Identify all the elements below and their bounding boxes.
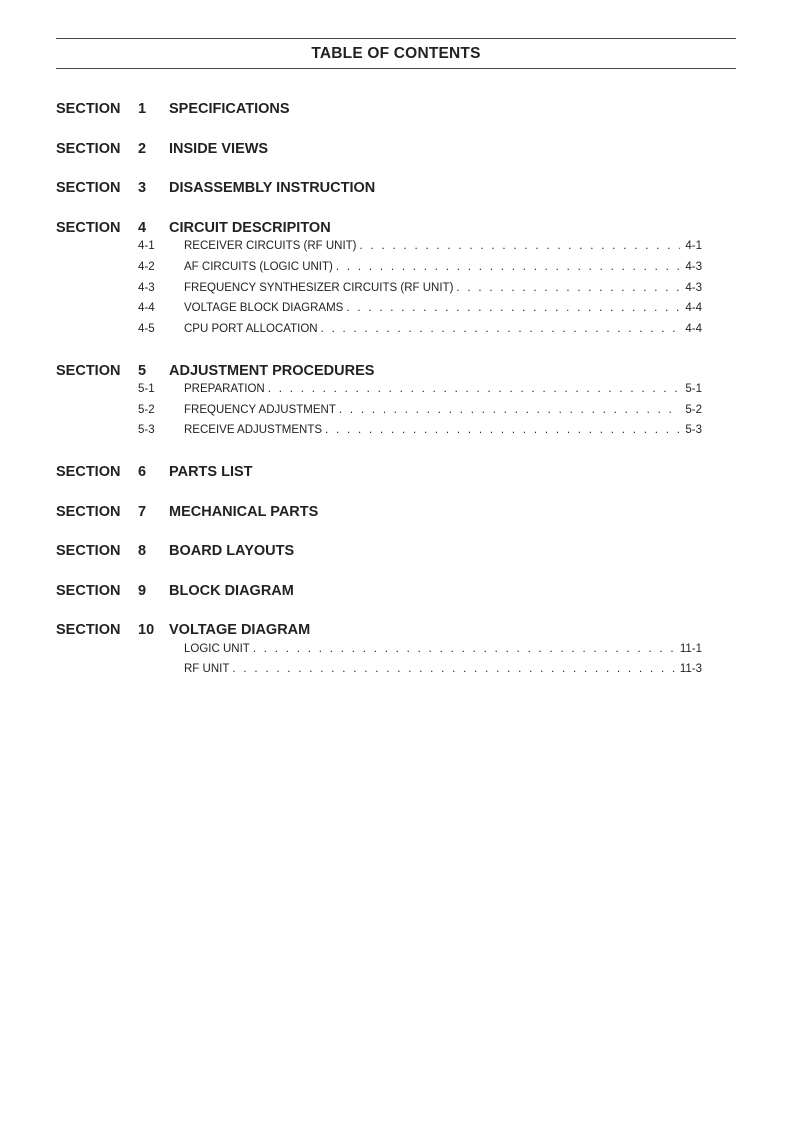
section-title[interactable]: CIRCUIT DESCRIPITON [169,220,331,236]
entry-page: 11-1 [679,643,702,655]
section-word: SECTION [56,543,121,559]
dot-leader [346,301,680,316]
section-title[interactable]: ADJUSTMENT PROCEDURES [169,363,375,379]
section-number: 7 [138,504,147,520]
dot-leader [456,281,680,296]
dot-leader [360,239,681,254]
entry-number: 4-2 [138,261,155,273]
section-title[interactable]: PARTS LIST [169,464,253,480]
section-title[interactable]: MECHANICAL PARTS [169,504,319,520]
section-number: 4 [138,220,147,236]
section-title[interactable]: INSIDE VIEWS [169,141,269,157]
section-word: SECTION [56,180,121,196]
entry-title: RECEIVER CIRCUITS (RF UNIT) [184,240,357,252]
title-underline [56,68,736,69]
entry-page: 5-2 [685,404,702,416]
section-number: 9 [138,583,147,599]
entry-title: AF CIRCUITS (LOGIC UNIT) [184,261,333,273]
section-number: 8 [138,543,147,559]
section-title[interactable]: BLOCK DIAGRAM [169,583,294,599]
toc-entry[interactable] [138,239,702,254]
dot-leader [339,403,681,418]
section-word: SECTION [56,504,121,520]
toc-entry[interactable] [138,642,702,657]
toc-entry[interactable] [138,260,702,275]
dot-leader [336,260,681,275]
section-word: SECTION [56,220,121,236]
entry-title: RF UNIT [184,663,230,675]
toc-entry[interactable] [138,382,702,397]
entry-title: LOGIC UNIT [184,643,250,655]
section-number: 5 [138,363,147,379]
toc-entry[interactable] [138,403,702,418]
entry-number: 4-4 [138,302,155,314]
section-title[interactable]: BOARD LAYOUTS [169,543,295,559]
toc-entry[interactable] [138,423,702,438]
section-word: SECTION [56,141,121,157]
dot-leader [232,662,674,677]
section-word: SECTION [56,622,121,638]
entry-title: RECEIVE ADJUSTMENTS [184,424,323,436]
dot-leader [325,423,680,438]
section-word: SECTION [56,101,121,117]
entry-title: PREPARATION [184,383,265,395]
section-title[interactable]: SPECIFICATIONS [169,101,290,117]
entry-number: 5-3 [138,424,155,436]
entry-page: 4-3 [685,282,702,294]
dot-leader [268,382,681,397]
entry-page: 4-3 [685,261,702,273]
section-word: SECTION [56,464,121,480]
page-title: TABLE OF CONTENTS [311,45,481,62]
section-title[interactable]: VOLTAGE DIAGRAM [169,622,311,638]
section-number: 10 [138,622,155,638]
toc-entry[interactable] [138,301,702,316]
entry-number: 5-2 [138,404,155,416]
entry-title: VOLTAGE BLOCK DIAGRAMS [184,302,344,314]
entry-page: 4-1 [685,240,702,252]
section-number: 6 [138,464,147,480]
entry-page: 5-3 [685,424,702,436]
entry-number: 4-1 [138,240,155,252]
dot-leader [253,642,675,657]
entry-number: 5-1 [138,383,155,395]
entry-page: 4-4 [685,323,702,335]
entry-number: 4-5 [138,323,155,335]
entry-title: FREQUENCY SYNTHESIZER CIRCUITS (RF UNIT) [184,282,454,294]
section-number: 1 [138,101,147,117]
entry-page: 5-1 [685,383,702,395]
toc-entry[interactable] [138,281,702,296]
toc-entry[interactable] [138,662,702,677]
top-rule [56,38,736,39]
entry-title: CPU PORT ALLOCATION [184,323,318,335]
section-word: SECTION [56,363,121,379]
section-number: 3 [138,180,147,196]
entry-title: FREQUENCY ADJUSTMENT [184,404,336,416]
section-title[interactable]: DISASSEMBLY INSTRUCTION [169,180,376,196]
entry-page: 11-3 [679,663,702,675]
section-word: SECTION [56,583,121,599]
dot-leader [321,322,681,337]
section-number: 2 [138,141,147,157]
entry-page: 4-4 [685,302,702,314]
entry-number: 4-3 [138,282,155,294]
toc-entry[interactable] [138,322,702,337]
